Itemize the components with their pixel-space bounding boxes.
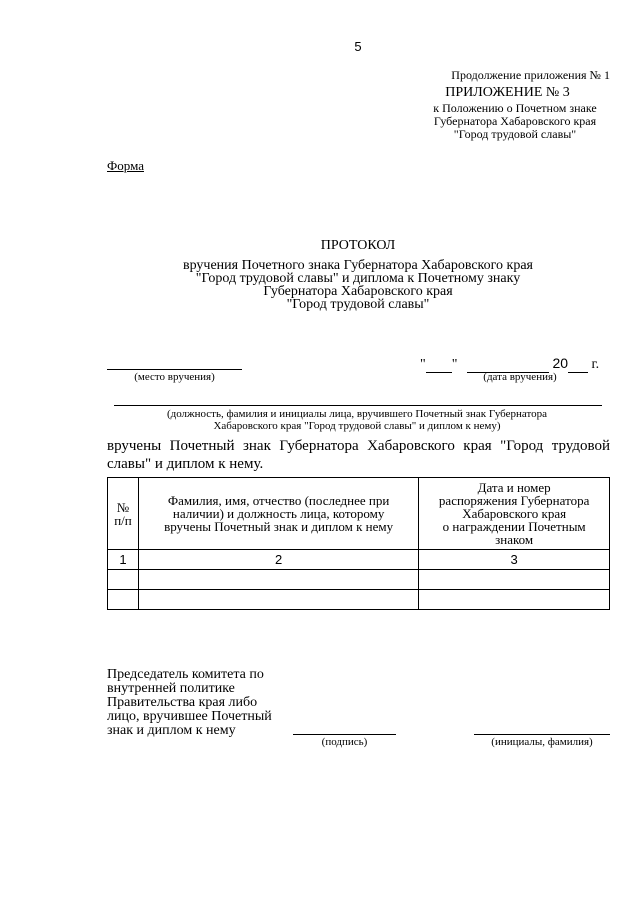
person-line — [114, 405, 602, 406]
appendix-subtitle-line: "Город трудовой славы" — [453, 127, 577, 141]
col-name-header — [138, 478, 418, 550]
col-number-header — [108, 478, 139, 550]
table-cell: 1 — [108, 550, 139, 570]
page-number: 5 — [354, 39, 362, 54]
header-line: Дата и номер — [477, 480, 551, 495]
appendix-title: ПРИЛОЖЕНИЕ № 3 — [445, 85, 570, 100]
chair-text-line: Председатель комитета по — [107, 667, 264, 682]
table-cell[interactable] — [108, 590, 139, 610]
protocol-subtitle-line: Губернатора Хабаровского края — [263, 284, 453, 299]
place-caption: (место вручения) — [134, 371, 215, 383]
year-prefix: 20 — [552, 355, 569, 371]
col-order-header — [419, 478, 610, 550]
table-cell[interactable] — [419, 590, 610, 610]
table-number-row — [108, 550, 610, 570]
header-line: № — [116, 499, 130, 515]
chair-text-line: внутренней политике — [107, 681, 235, 696]
date-quote-close: " — [451, 357, 458, 372]
appendix-subtitle-line: к Положению о Почетном знаке — [433, 101, 597, 115]
date-quote-open: " — [420, 357, 426, 372]
initials-caption: (инициалы, фамилия) — [491, 736, 593, 748]
header-line: наличии) и должность лица, которому — [172, 506, 385, 521]
person-caption-line: (должность, фамилия и инициалы лица, вручившего Почетный знак Губернатора — [166, 408, 548, 420]
chair-text-line: знак и диплом к нему — [107, 723, 236, 738]
chair-text-line: лицо, вручившее Почетный — [107, 709, 272, 724]
table-cell: 2 — [138, 550, 418, 570]
table-row — [108, 590, 610, 610]
chair-text-line: Правительства края либо — [107, 695, 258, 710]
table-row — [108, 570, 610, 590]
table-cell: 3 — [419, 550, 610, 570]
form-label: Форма — [107, 158, 144, 173]
date-caption: (дата вручения) — [483, 371, 557, 383]
place-line — [107, 369, 242, 370]
header-line: знаком — [495, 532, 534, 547]
protocol-table — [107, 477, 610, 610]
header-line: вручены Почетный знак и диплом к нему — [164, 519, 394, 534]
table-cell[interactable] — [108, 570, 139, 590]
protocol-title: ПРОТОКОЛ — [320, 238, 396, 253]
header-line: о награждении Почетным — [442, 519, 586, 534]
table-header-row — [108, 478, 610, 550]
signature-line — [293, 734, 396, 735]
appendix-subtitle-line: Губернатора Хабаровского края — [433, 114, 597, 128]
protocol-subtitle-line: "Город трудовой славы" — [286, 297, 430, 312]
protocol-subtitle-line: "Город трудовой славы" и диплома к Почетному знаку — [195, 271, 521, 286]
header-line: Хабаровского края — [462, 506, 567, 521]
initials-line — [474, 734, 610, 735]
table-cell[interactable] — [138, 570, 418, 590]
person-caption-line: Хабаровского края "Город трудовой славы" и диплом к нему) — [213, 420, 501, 432]
table-cell[interactable] — [138, 590, 418, 610]
protocol-subtitle — [150, 259, 566, 311]
protocol-subtitle-line: вручения Почетного знака Губернатора Хабаровского края — [182, 258, 533, 273]
person-caption — [107, 408, 607, 432]
header-line: распоряжения Губернатора — [438, 493, 590, 508]
appendix-subtitle — [400, 102, 630, 141]
signature-caption: (подпись) — [321, 736, 368, 748]
header-line: п/п — [114, 512, 132, 528]
table-cell[interactable] — [419, 570, 610, 590]
awarded-text: вручены Почетный знак Губернатора Хабаровского края "Город трудовой славы" и диплом к нему. — [107, 438, 610, 472]
year-suffix: г. — [591, 357, 600, 372]
chair-text — [107, 668, 307, 738]
continuation-note: Продолжение приложения № 1 — [451, 68, 610, 82]
header-line: Фамилия, имя, отчество (последнее при — [167, 493, 390, 508]
